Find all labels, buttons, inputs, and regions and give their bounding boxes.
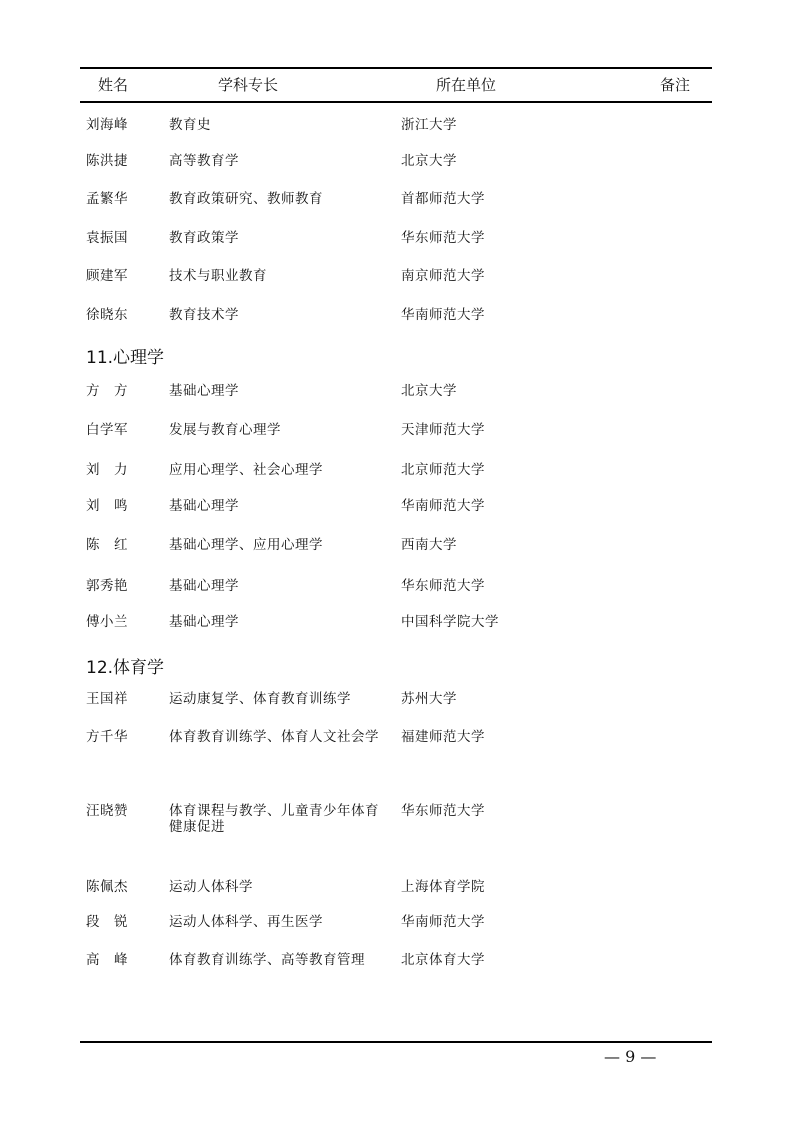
header-unit: 所在单位	[436, 76, 497, 94]
row-unit: 中国科学院大学	[401, 614, 499, 630]
row-name: 陈佩杰	[86, 879, 128, 895]
row-specialty: 运动人体科学、再生医学	[169, 914, 323, 930]
row-unit: 华东师范大学	[401, 230, 485, 246]
row-specialty: 基础心理学	[169, 614, 239, 630]
row-specialty: 教育政策研究、教师教育	[169, 191, 323, 207]
row-specialty: 教育史	[169, 117, 211, 133]
row-unit: 北京大学	[401, 383, 457, 399]
row-specialty: 发展与教育心理学	[169, 422, 281, 438]
row-name: 汪晓赞	[86, 803, 128, 819]
row-specialty: 应用心理学、社会心理学	[169, 462, 323, 478]
row-name: 顾建军	[86, 268, 128, 284]
row-unit: 首都师范大学	[401, 191, 485, 207]
header-specialty: 学科专长	[218, 76, 279, 94]
row-specialty: 高等教育学	[169, 153, 239, 169]
row-name: 刘 力	[86, 462, 128, 478]
row-name: 白学军	[86, 422, 128, 438]
row-name: 郭秀艳	[86, 578, 128, 594]
row-name: 高 峰	[86, 952, 128, 968]
row-unit: 天津师范大学	[401, 422, 485, 438]
row-unit: 北京体育大学	[401, 952, 485, 968]
row-name: 方 方	[86, 383, 128, 399]
row-unit: 福建师范大学	[401, 729, 485, 745]
row-specialty: 基础心理学	[169, 578, 239, 594]
row-name: 孟繁华	[86, 191, 128, 207]
footer-rule	[80, 1041, 712, 1043]
row-specialty: 体育教育训练学、体育人文社会学	[169, 729, 379, 745]
row-specialty: 基础心理学	[169, 498, 239, 514]
row-name: 刘海峰	[86, 117, 128, 133]
row-name: 袁振国	[86, 230, 128, 246]
row-specialty: 技术与职业教育	[169, 268, 267, 284]
table-header-rule	[80, 101, 712, 103]
row-name: 方千华	[86, 729, 128, 745]
row-name: 陈 红	[86, 537, 128, 553]
row-unit: 华南师范大学	[401, 498, 485, 514]
header-note: 备注	[660, 76, 691, 94]
row-unit: 华东师范大学	[401, 803, 485, 819]
row-specialty: 基础心理学、应用心理学	[169, 537, 323, 553]
table-top-rule	[80, 67, 712, 69]
page-number: — 9 —	[604, 1047, 657, 1066]
row-name: 陈洪捷	[86, 153, 128, 169]
header-name: 姓名	[98, 76, 129, 94]
row-specialty: 教育政策学	[169, 230, 239, 246]
row-unit: 华南师范大学	[401, 307, 485, 323]
row-specialty: 运动人体科学	[169, 879, 253, 895]
row-unit: 北京大学	[401, 153, 457, 169]
section-heading-sports: 12.体育学	[86, 658, 165, 678]
row-unit: 上海体育学院	[401, 879, 485, 895]
row-unit: 华东师范大学	[401, 578, 485, 594]
row-specialty: 体育课程与教学、儿童青少年体育健康促进	[169, 803, 379, 835]
row-unit: 苏州大学	[401, 691, 457, 707]
row-unit: 浙江大学	[401, 117, 457, 133]
row-unit: 北京师范大学	[401, 462, 485, 478]
row-name: 王国祥	[86, 691, 128, 707]
row-name: 段 锐	[86, 914, 128, 930]
row-specialty: 教育技术学	[169, 307, 239, 323]
row-specialty: 体育教育训练学、高等教育管理	[169, 952, 365, 968]
row-unit: 华南师范大学	[401, 914, 485, 930]
row-name: 刘 鸣	[86, 498, 128, 514]
row-specialty: 基础心理学	[169, 383, 239, 399]
row-name: 傅小兰	[86, 614, 128, 630]
row-unit: 南京师范大学	[401, 268, 485, 284]
section-heading-psychology: 11.心理学	[86, 348, 165, 368]
row-unit: 西南大学	[401, 537, 457, 553]
row-specialty: 运动康复学、体育教育训练学	[169, 691, 351, 707]
row-name: 徐晓东	[86, 307, 128, 323]
